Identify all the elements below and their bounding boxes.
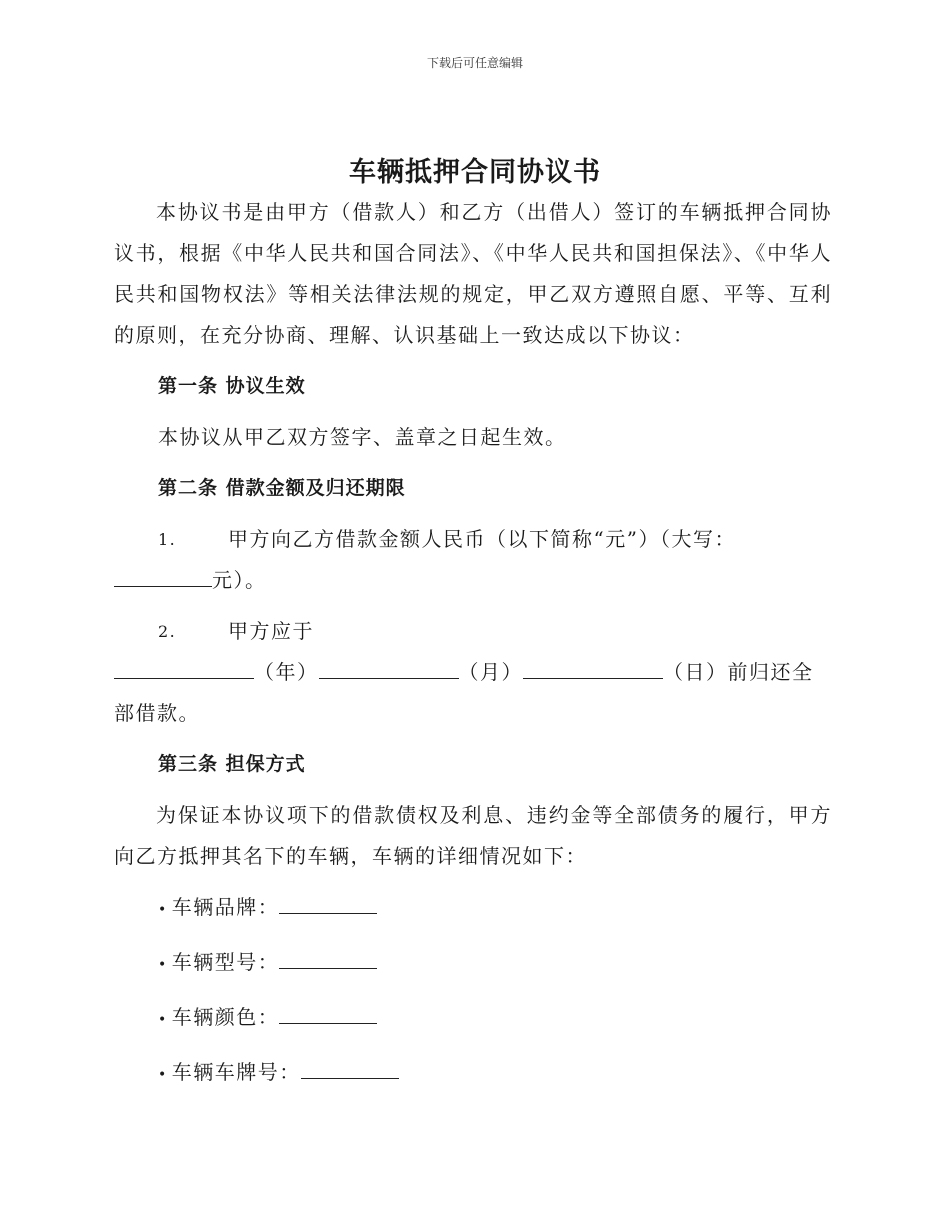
field-model-label: 车辆型号： [171,950,280,974]
article2-item2-dates [114,652,832,693]
month-blank [319,658,459,679]
month-label: （月） [458,660,523,684]
field-brand-label: 车辆品牌： [171,895,280,919]
color-blank [279,1003,377,1024]
article1-body: 本协议从甲乙双方签字、盖章之日起生效。 [158,425,567,449]
day-label: （日）前归还全 [663,660,814,684]
field-plate [114,1046,832,1101]
plate-blank [301,1058,399,1079]
brand-blank [279,893,377,914]
field-plate-label: 车辆车牌号： [171,1060,301,1084]
field-model [114,936,832,991]
item2-tail: 部借款。 [114,701,200,725]
year-label: （年） [254,660,319,684]
item1-tail: 元）。 [212,568,267,592]
item2-text: 甲方应于 [228,619,314,643]
article2-item1 [114,519,832,560]
document-body [114,192,832,1101]
article1-heading: 第一条 协议生效 [158,375,306,397]
article3-heading: 第三条 担保方式 [158,753,306,775]
article2-item1-cont [114,560,832,601]
bullet-dot: • [158,1012,168,1028]
item1-number: 1. [158,530,177,549]
day-blank [523,658,663,679]
document-title: 车辆抵押合同协议书 [349,157,601,188]
field-color-label: 车辆颜色： [171,1005,280,1029]
bullet-dot: • [158,1067,168,1083]
field-color [114,991,832,1046]
intro-paragraph: 本协议书是由甲方（借款人）和乙方（出借人）签订的车辆抵押合同协议书，根据《中华人民共和国合同法》、《中华人民共和国担保法》、《中华人民共和国物权法》等相关法律法规的规定，甲乙双方遵照自愿、平等、互利的原则，在充分协商、理解、认识基础上一致达成以下协议： [114,200,832,347]
bullet-dot: • [158,957,168,973]
item1-text: 甲方向乙方借款金额人民币（以下简称“元”）（大写： [228,527,736,551]
field-brand [114,881,832,936]
article2-heading: 第二条 借款金额及归还期限 [158,477,406,499]
bullet-dot: • [158,902,168,918]
page-header: 下载后可任意编辑 [426,56,523,70]
year-blank [114,658,254,679]
item2-number: 2. [158,622,177,641]
article2-item2 [114,611,832,652]
amount-blank [114,566,212,587]
article3-body: 为保证本协议项下的借款债权及利息、违约金等全部债务的履行，甲方向乙方抵押其名下的车辆，车辆的详细情况如下： [114,803,832,868]
model-blank [279,948,377,969]
